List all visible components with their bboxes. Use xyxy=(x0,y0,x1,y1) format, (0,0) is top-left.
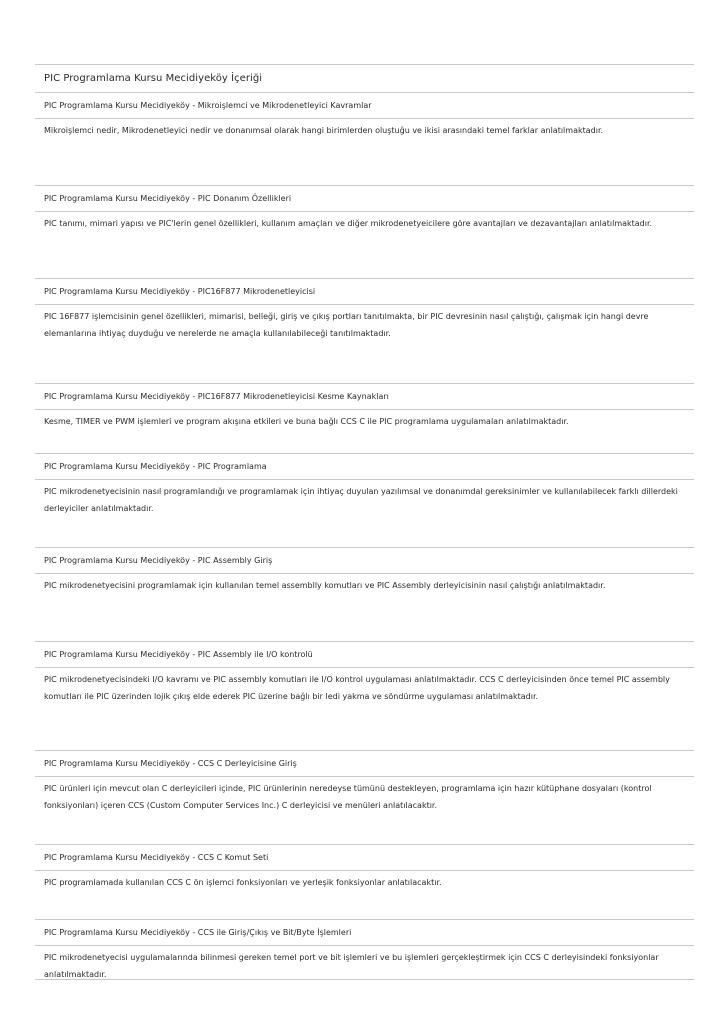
section-title: PIC Programlama Kursu Mecidiyeköy - PIC16F877 Mikrodenetleyicisi Kesme Kaynakları xyxy=(44,392,389,401)
document-title: PIC Programlama Kursu Mecidiyeköy İçeriği xyxy=(44,73,263,84)
section-description: PIC mikrodenetyecisini programlamak için kullanılan temel assemblly komutları ve PIC Assembly derleyicisinin nasıl çalıştığı anlatılmaktadır. xyxy=(44,581,606,590)
section-title: PIC Programlama Kursu Mecidiyeköy - PIC Assembly ile I/O kontrolü xyxy=(44,650,313,659)
section-title: PIC Programlama Kursu Mecidiyeköy - PIC Programlama xyxy=(44,462,267,471)
section-description: PIC mikrodenetyecisindeki I/O kavramı ve PIC assembly komutları ile I/O kontrol uygulaması anlatılmaktadır. CCS C derleyicisinden önce temel PIC assembly komutları ile PIC üzerinden lojik çıkış elde ederek PIC üzerine bağlı bir ledi yakma ve söndürme uygulaması anlatılmaktadır. xyxy=(44,675,670,701)
section-description: PIC mikrodenetyecisinin nasıl programlandığı ve programlamak için ihtiyaç duyulan yazılımsal ve donanımdal gereksinimler ve kullanılabilecek farklı dillerdeki derleyiciler anlatılmaktadır. xyxy=(44,487,678,513)
section-description: PIC tanımı, mimari yapısı ve PIC'lerin genel özellikleri, kullanım amaçları ve diğer mikrodenetyeicilere göre avantajları ve dezavantajları anlatılmaktadır. xyxy=(44,219,653,228)
section-title: PIC Programlama Kursu Mecidiyeköy - CCS ile Giriş/Çıkış ve Bit/Byte İşlemleri xyxy=(44,928,352,937)
divider xyxy=(35,979,694,980)
section-title: PIC Programlama Kursu Mecidiyeköy - Mikroişlemci ve Mikrodenetleyici Kavramlar xyxy=(44,101,372,110)
document-page xyxy=(35,64,694,980)
section-title: PIC Programlama Kursu Mecidiyeköy - PIC Assembly Giriş xyxy=(44,556,273,565)
section-description: PIC programlamada kullanılan CCS C ön işlemci fonksiyonları ve yerleşik fonksiyonlar anlatılacaktır. xyxy=(44,878,442,887)
section-description: PIC 16F877 işlemcisinin genel özellikleri, mimarisi, belleği, giriş ve çıkış portları tanıtılmakta, bir PIC devresinin nasıl çalıştığı, çalışmak için hangi devre elemanlarına ihtiyaç duyduğu ve nerelerde ne amaçla kullanılabileceği tanıtılmaktadır. xyxy=(44,312,649,338)
section-description: PIC ürünleri için mevcut olan C derleyicileri içinde, PIC ürünlerinin neredeyse tümünü destekleyen, programlama için hazır kütüphane dosyaları (kontrol fonksiyonları) içeren CCS (Custom Computer Services Inc.) C derleyicisi ve menüleri anlatılacaktır. xyxy=(44,784,652,810)
section-description: Kesme, TIMER ve PWM işlemleri ve program akışına etkileri ve buna bağlı CCS C ile PIC programlama uygulamaları anlatılmaktadır. xyxy=(44,417,569,426)
section-description: Mikroişlemci nedir, Mikrodenetleyici nedir ve donanımsal olarak hangi birimlerden oluştuğu ve ikisi arasındaki temel farklar anlatılmaktadır. xyxy=(44,126,604,135)
section-title: PIC Programlama Kursu Mecidiyeköy - CCS C Derleyicisine Giriş xyxy=(44,759,297,768)
section-description: PIC mikrodenetyecisi uygulamalarında bilinmesi gereken temel port ve bit işlemleri ve bu işlemleri gerçekleştirmek için CCS C derleyisindeki fonksiyonlar anlatılmaktadır. xyxy=(44,953,659,979)
section-title: PIC Programlama Kursu Mecidiyeköy - CCS C Komut Seti xyxy=(44,853,269,862)
section-title: PIC Programlama Kursu Mecidiyeköy - PIC Donanım Özellikleri xyxy=(44,194,292,203)
section-title: PIC Programlama Kursu Mecidiyeköy - PIC16F877 Mikrodenetleyicisi xyxy=(44,287,316,296)
